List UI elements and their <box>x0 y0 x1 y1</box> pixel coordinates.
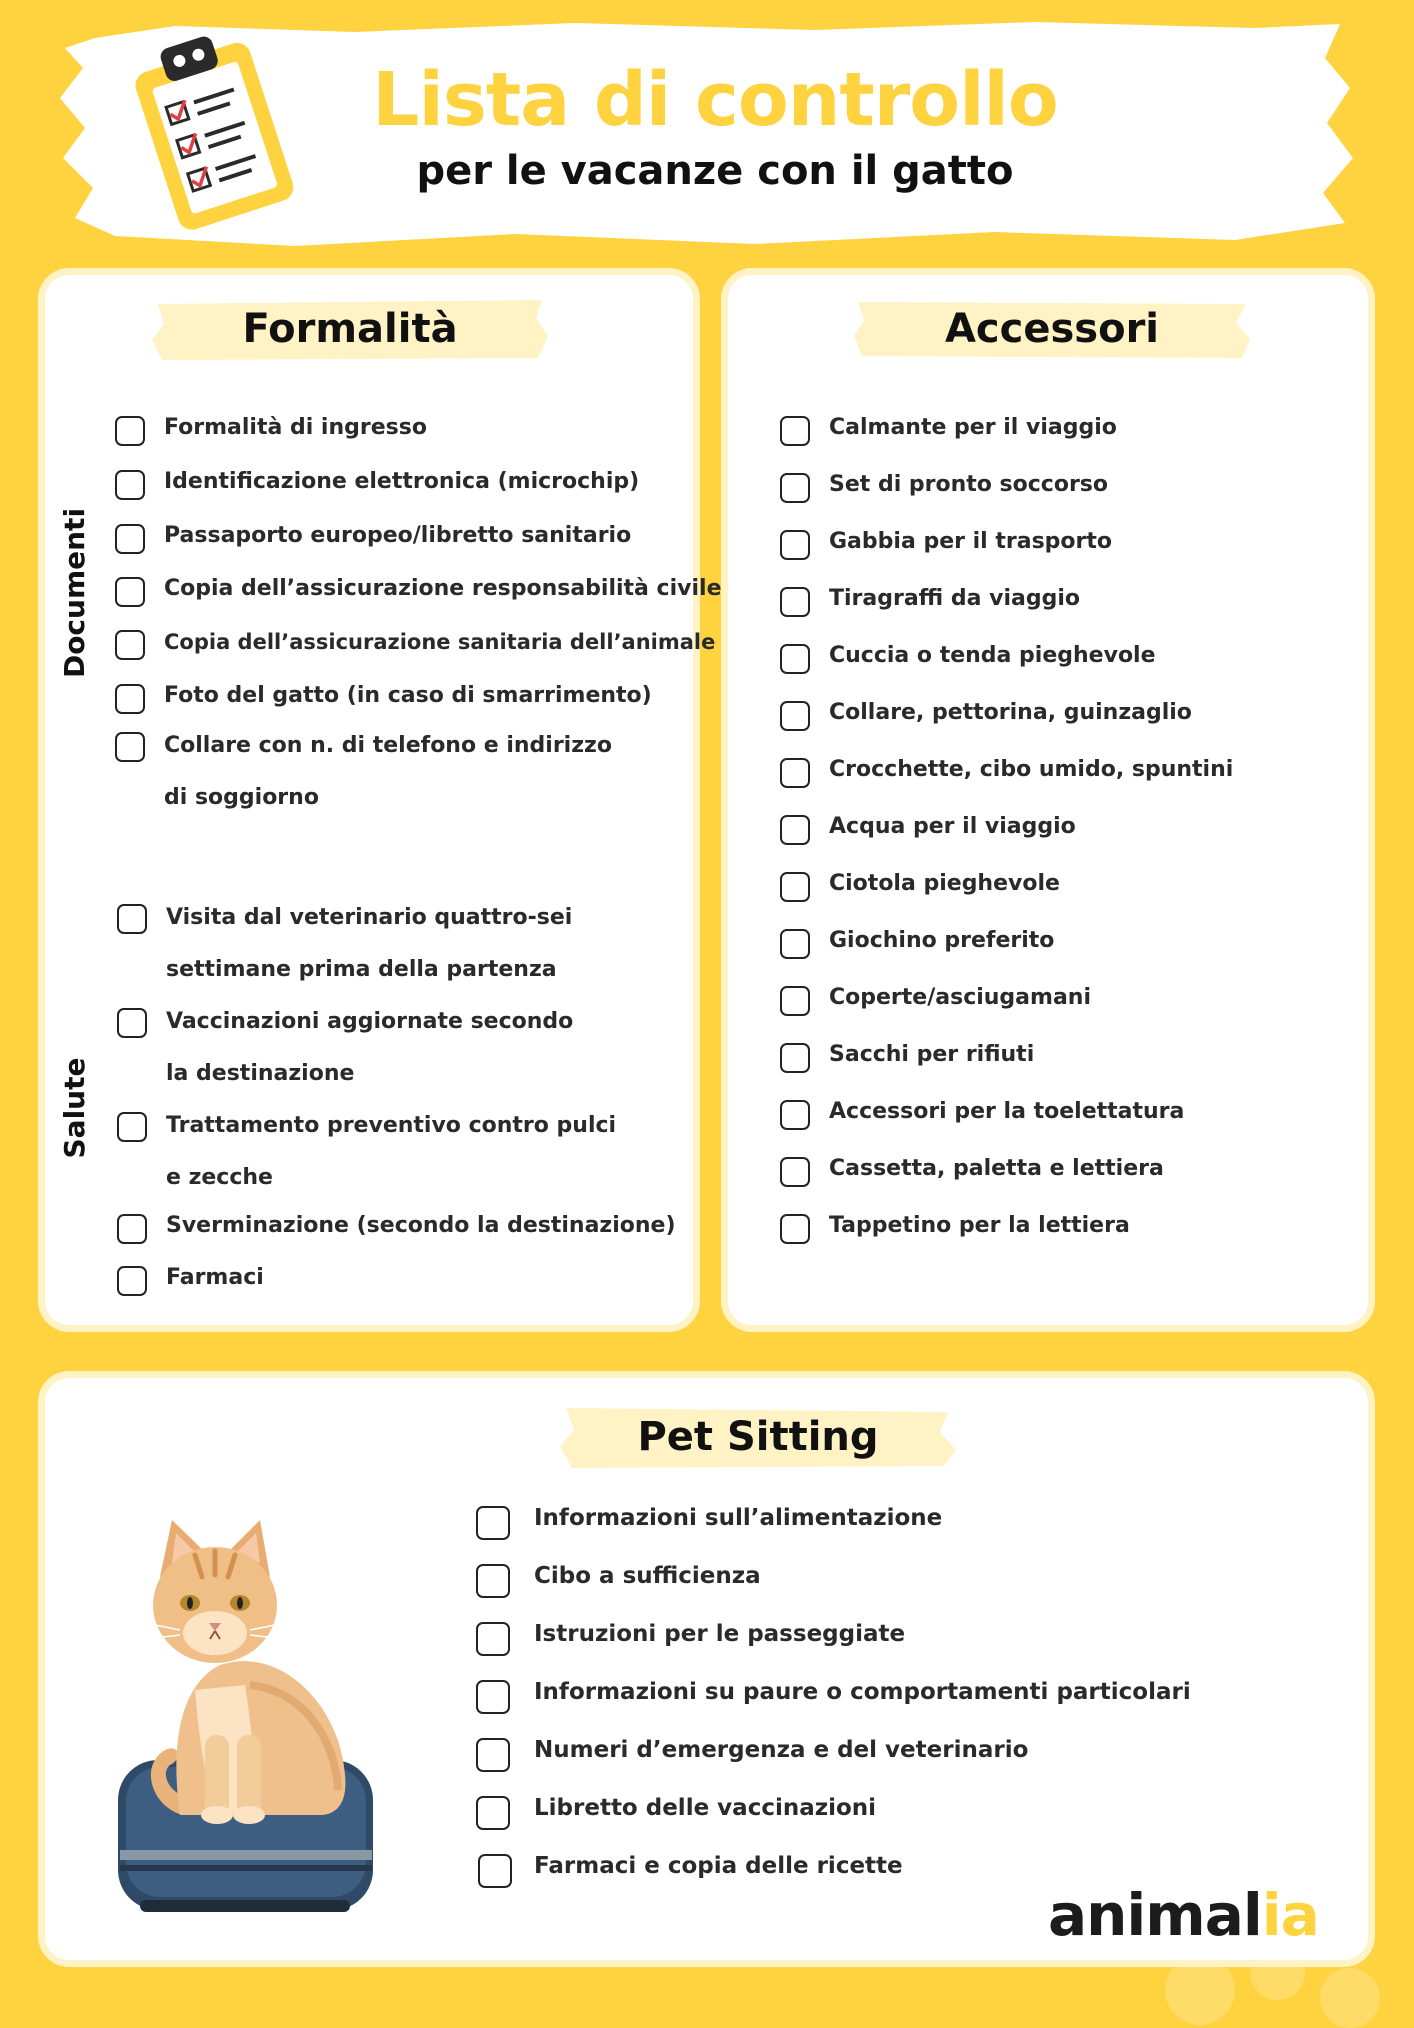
list-item <box>780 1155 1164 1187</box>
item-label: Copia dell’assicurazione sanitaria dell’animale <box>164 630 716 654</box>
item-label: Farmaci e copia delle ricette <box>534 1853 903 1879</box>
item-label: Formalità di ingresso <box>164 415 427 440</box>
documenti-side-label: Documenti <box>58 507 91 679</box>
item-label: Istruzioni per le passeggiate <box>534 1621 906 1647</box>
checkbox-icon[interactable] <box>780 872 810 902</box>
list-item <box>476 1794 876 1830</box>
list-item <box>117 902 677 996</box>
list-item <box>115 522 631 554</box>
item-label: Informazioni sull’alimentazione <box>534 1505 943 1531</box>
cat-on-suitcase-illustration <box>110 1515 380 1915</box>
list-item <box>780 984 1091 1016</box>
item-label: Cassetta, paletta e lettiera <box>829 1156 1164 1181</box>
list-item <box>115 730 675 824</box>
formalita-heading-block <box>150 296 550 362</box>
checkbox-icon[interactable] <box>476 1622 510 1656</box>
checkbox-icon[interactable] <box>115 684 145 714</box>
checkbox-icon[interactable] <box>780 986 810 1016</box>
paw-decoration <box>1165 1955 1235 2025</box>
list-item <box>780 870 1060 902</box>
checkbox-icon[interactable] <box>115 577 145 607</box>
checkbox-icon[interactable] <box>117 1112 147 1142</box>
item-label: Cuccia o tenda pieghevole <box>829 643 1156 668</box>
item-label: Tappetino per la lettiera <box>829 1213 1130 1238</box>
checkbox-icon[interactable] <box>780 815 810 845</box>
paw-decoration <box>1320 1968 1380 2028</box>
checkbox-icon[interactable] <box>117 904 147 934</box>
item-label: Collare, pettorina, guinzaglio <box>829 700 1192 725</box>
list-item <box>780 1041 1034 1073</box>
list-item <box>780 585 1080 617</box>
item-label: Acqua per il viaggio <box>829 814 1076 839</box>
list-item <box>117 1006 677 1100</box>
list-item <box>478 1852 903 1888</box>
checkbox-icon[interactable] <box>780 1214 810 1244</box>
item-label: Set di pronto soccorso <box>829 472 1109 497</box>
item-label: Identificazione elettronica (microchip) <box>164 469 640 494</box>
list-item <box>476 1678 1191 1714</box>
checkbox-icon[interactable] <box>780 701 810 731</box>
checkbox-icon[interactable] <box>117 1266 147 1296</box>
item-label: Passaporto europeo/libretto sanitario <box>164 523 632 548</box>
item-label: Trattamento preventivo contro pulci e zecche <box>166 1113 617 1190</box>
item-label: Visita dal veterinario quattro-sei settimane prima della partenza <box>166 905 573 982</box>
item-label: Numeri d’emergenza e del veterinario <box>534 1737 1029 1763</box>
animalia-logo <box>1048 1882 1319 1948</box>
list-item <box>780 528 1112 560</box>
formalita-heading: Formalità <box>242 306 458 352</box>
list-item <box>780 471 1108 503</box>
checkbox-icon[interactable] <box>780 587 810 617</box>
list-item <box>476 1736 1028 1772</box>
item-label: Sverminazione (secondo la destinazione) <box>166 1213 676 1238</box>
item-label: Foto del gatto (in caso di smarrimento) <box>164 683 652 708</box>
checkbox-icon[interactable] <box>115 524 145 554</box>
item-label: Copia dell’assicurazione responsabilità civile <box>164 576 722 601</box>
list-item <box>476 1620 905 1656</box>
page-title: Lista di controllo <box>372 57 1058 143</box>
item-label: Sacchi per rifiuti <box>829 1042 1035 1067</box>
pet-sitting-heading: Pet Sitting <box>637 1414 879 1460</box>
checkbox-icon[interactable] <box>476 1506 510 1540</box>
list-item <box>780 1098 1184 1130</box>
checkbox-icon[interactable] <box>780 530 810 560</box>
item-label: Gabbia per il trasporto <box>829 529 1113 554</box>
checkbox-icon[interactable] <box>780 929 810 959</box>
checkbox-icon[interactable] <box>780 1100 810 1130</box>
checkbox-icon[interactable] <box>476 1796 510 1830</box>
checkbox-icon[interactable] <box>476 1680 510 1714</box>
accessori-heading: Accessori <box>944 306 1160 352</box>
checkbox-icon[interactable] <box>115 470 145 500</box>
checkbox-icon[interactable] <box>476 1738 510 1772</box>
list-item <box>780 642 1156 674</box>
list-item <box>115 682 652 714</box>
checkbox-icon[interactable] <box>780 758 810 788</box>
page-subtitle: per le vacanze con il gatto <box>416 148 1014 194</box>
salute-side-label: Salute <box>58 1057 91 1159</box>
checkbox-icon[interactable] <box>478 1854 512 1888</box>
list-item <box>476 1504 942 1540</box>
logo-text: animal <box>1048 1881 1262 1949</box>
list-item <box>780 927 1054 959</box>
pet-sitting-heading-block <box>558 1404 958 1470</box>
checkbox-icon[interactable] <box>115 732 145 762</box>
item-label: Ciotola pieghevole <box>829 871 1060 896</box>
list-item <box>780 1212 1130 1244</box>
item-label: Collare con n. di telefono e indirizzo di soggiorno <box>164 733 612 810</box>
checkbox-icon[interactable] <box>780 1157 810 1187</box>
item-label: Giochino preferito <box>829 928 1055 953</box>
list-item <box>115 414 427 446</box>
item-label: Calmante per il viaggio <box>829 415 1117 440</box>
item-label: Coperte/asciugamani <box>829 985 1092 1010</box>
checkbox-icon[interactable] <box>780 473 810 503</box>
list-item <box>117 1264 264 1296</box>
item-label: Informazioni su paure o comportamenti particolari <box>534 1679 1191 1705</box>
item-label: Libretto delle vaccinazioni <box>534 1795 877 1821</box>
checkbox-icon[interactable] <box>117 1214 147 1244</box>
checkbox-icon[interactable] <box>780 644 810 674</box>
checkbox-icon[interactable] <box>115 416 145 446</box>
list-item <box>780 813 1076 845</box>
item-label: Crocchette, cibo umido, spuntini <box>829 757 1234 782</box>
list-item <box>780 414 1117 446</box>
logo-accent-text: ia <box>1261 1881 1319 1949</box>
checkbox-icon[interactable] <box>780 416 810 446</box>
item-label: Tiragraffi da viaggio <box>829 586 1081 611</box>
checkbox-icon[interactable] <box>115 630 145 660</box>
list-item <box>117 1212 676 1244</box>
list-item <box>780 756 1233 788</box>
accessori-heading-block <box>852 296 1252 362</box>
item-label: Vaccinazioni aggiornate secondo la destinazione <box>166 1009 574 1086</box>
item-label: Accessori per la toelettatura <box>829 1099 1185 1124</box>
item-label: Farmaci <box>166 1265 264 1290</box>
checkbox-icon[interactable] <box>117 1008 147 1038</box>
checkbox-icon[interactable] <box>780 1043 810 1073</box>
list-item <box>476 1562 761 1598</box>
list-item <box>117 1110 677 1204</box>
list-item <box>115 575 722 607</box>
item-label: Cibo a sufficienza <box>534 1563 761 1589</box>
list-item <box>780 699 1192 731</box>
list-item <box>115 468 639 500</box>
checkbox-icon[interactable] <box>476 1564 510 1598</box>
list-item <box>115 628 715 660</box>
